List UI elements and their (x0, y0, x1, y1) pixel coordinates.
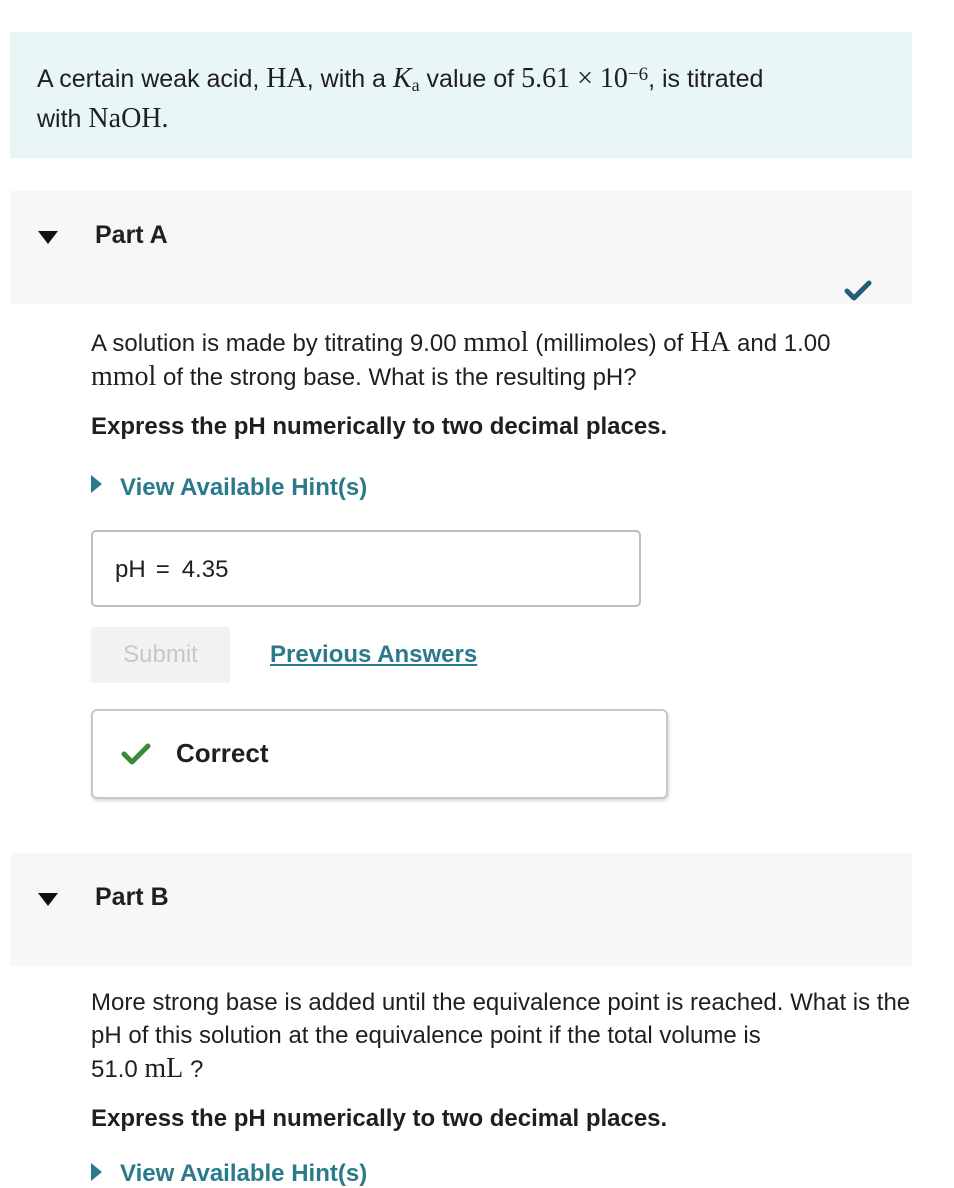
hint-label: View Available Hint(s) (120, 1160, 368, 1187)
part-b-instruction: Express the pH numerically to two decimal places. (91, 1105, 668, 1132)
ka-symbol: $K_a$ (392, 63, 420, 95)
previous-answers-link[interactable]: Previous Answers (270, 641, 478, 668)
intro-text: value of (426, 65, 515, 93)
part-a-instruction: Express the pH numerically to two decimal places. (91, 413, 668, 440)
submit-button[interactable]: Submit (91, 627, 230, 683)
part-b-title: Part B (95, 883, 169, 911)
ph-answer-field[interactable] (91, 530, 641, 607)
answer-value: 4.35 (181, 556, 229, 583)
expand-triangle-icon (91, 475, 102, 493)
intro-text: with (37, 105, 82, 133)
acid-formula: HA (266, 63, 307, 94)
part-b-hint-toggle[interactable] (91, 1160, 367, 1188)
intro-text: , is titrated (648, 65, 764, 93)
part-b-header[interactable] (10, 853, 912, 966)
part-a-hint-toggle[interactable] (91, 474, 367, 502)
intro-text: , with a (306, 65, 386, 93)
part-b-question: More strong base is added until the equivalence point is reached. What is the pH of this solution at the equivalence point if the total volume is 51.0 mL ? (91, 989, 911, 1084)
feedback-text: Correct (176, 738, 269, 768)
problem-intro: A certain weak acid, HA, with a $K_a$ value of $5.61 \times 10^{-6}$, is titrated with NaOH. (10, 32, 912, 158)
feedback-box (91, 709, 668, 799)
base-formula: NaOH (88, 103, 162, 134)
answer-label: pH (115, 556, 146, 583)
equals-sign: = (155, 556, 170, 583)
ka-value: $5.61 \times 10^{-6}$ (521, 63, 649, 94)
collapse-caret-icon[interactable] (38, 893, 58, 906)
expand-triangle-icon (91, 1163, 102, 1181)
completed-check-icon (844, 280, 872, 302)
collapse-caret-icon[interactable] (38, 231, 58, 244)
part-a-title: Part A (95, 221, 168, 249)
intro-text: A certain weak acid, (37, 65, 260, 93)
hint-label: View Available Hint(s) (120, 474, 368, 501)
correct-check-icon (121, 742, 151, 766)
part-a-header[interactable] (10, 191, 912, 304)
part-a-question: A solution is made by titrating 9.00 mmol (millimoles) of HA and 1.00 mmol of the strong base. What is the resulting pH? (91, 327, 831, 392)
